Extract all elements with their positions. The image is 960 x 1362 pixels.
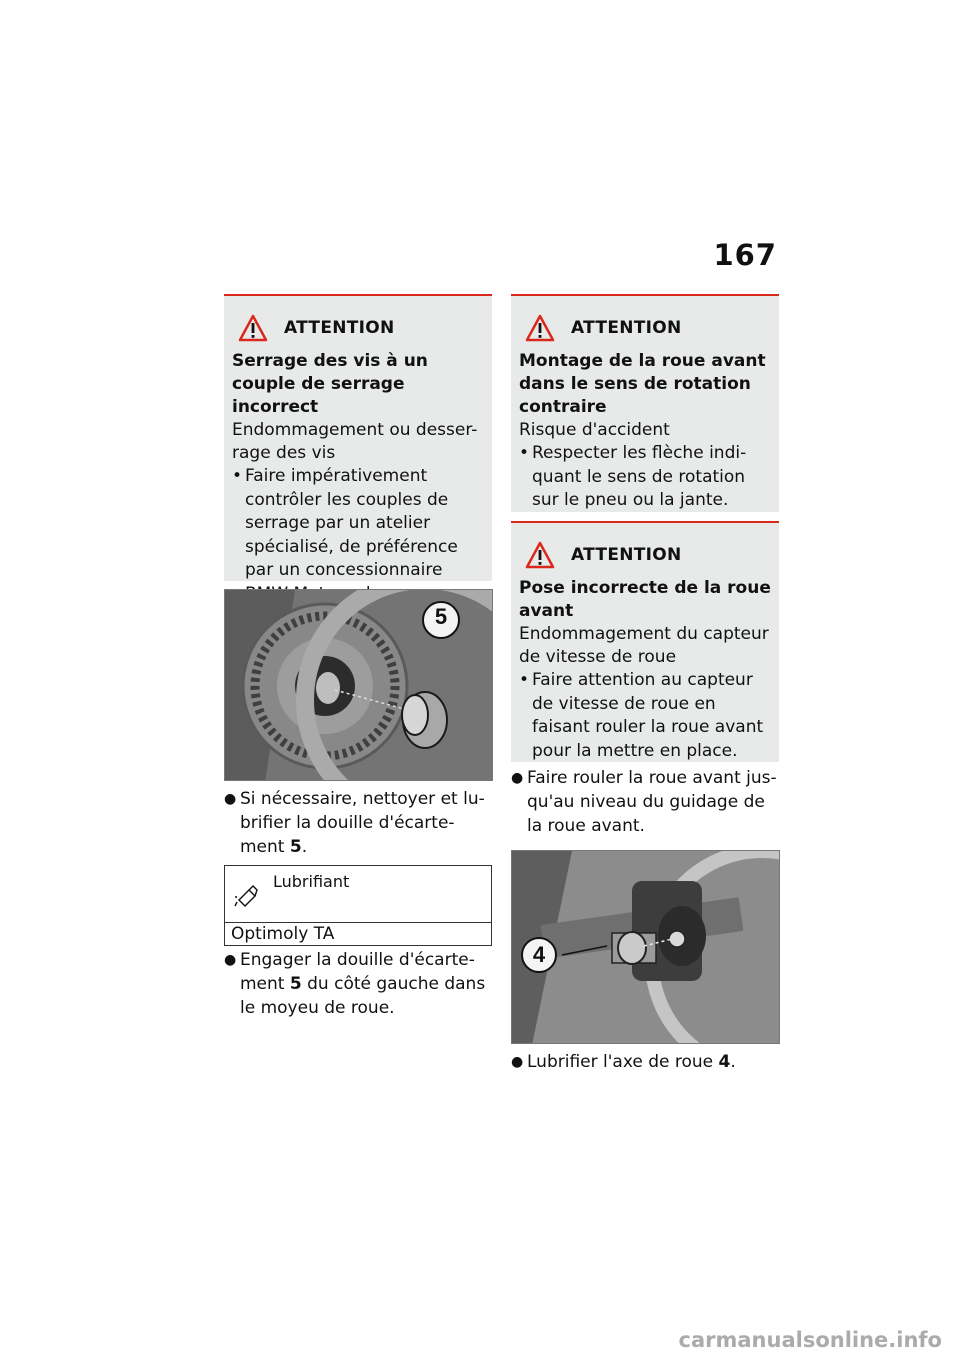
bullet-icon: ● <box>511 770 524 786</box>
bullet-icon: • <box>232 466 243 486</box>
warning-bullet-text: Respecter les flèche indi-quant le sens de rotation sur le pneu ou la jante. <box>532 443 747 510</box>
warning-box-rotation <box>511 294 779 512</box>
warning-text: Endommagement ou desser-rage des vis <box>232 420 478 463</box>
warning-title: Montage de la roue avant dans le sens de rotation contraire <box>519 351 766 417</box>
step-roll-wheel: ● Faire rouler la roue avant jus-qu'au niveau du guidage de la roue avant. <box>511 768 777 836</box>
photo-wheel-axle <box>511 850 780 1044</box>
warning-box-torque <box>224 294 492 581</box>
photo-spacer-sleeve <box>224 589 493 781</box>
left-column <box>224 294 492 1020</box>
warning-bullet-text: Faire attention au capteur de vitesse de roue en faisant rouler la roue avant pour la mettre en place. <box>532 670 764 761</box>
lubricant-label: Lubrifiant <box>273 872 350 891</box>
step-clean-lubricate: ● Si nécessaire, nettoyer et lu-brifier la douille d'écarte-ment 5. <box>224 789 485 857</box>
warning-box-speed-sensor <box>511 521 779 762</box>
right-column <box>511 294 779 1074</box>
bullet-icon: • <box>519 443 530 463</box>
bullet-icon: ● <box>511 1054 524 1070</box>
warning-title: Serrage des vis à un couple de serrage incorrect <box>232 351 428 417</box>
warning-triangle-icon <box>238 314 268 342</box>
lubricant-box <box>224 865 492 946</box>
fork-axle-illustration <box>512 851 780 1044</box>
lubricant-can-icon <box>233 880 261 908</box>
callout-4: 4 <box>532 942 546 967</box>
warning-triangle-icon <box>525 541 555 569</box>
warning-label: ATTENTION <box>284 318 395 338</box>
warning-bullet-text: Faire impérativement contrôler les couples de serrage par un atelier spécialisé, de préférence par un concessionnaire <box>245 466 458 580</box>
page-number: 167 <box>713 238 777 272</box>
bullet-icon: ● <box>224 791 237 807</box>
step-lubricate-axle: ● Lubrifier l'axe de roue 4. <box>511 1052 736 1072</box>
wheel-hub-illustration <box>225 590 493 781</box>
warning-title: Pose incorrecte de la roue avant <box>519 578 771 621</box>
lubricant-value: Optimoly TA <box>225 922 491 945</box>
warning-label: ATTENTION <box>571 318 682 338</box>
callout-5: 5 <box>434 604 448 629</box>
warning-triangle-icon <box>525 314 555 342</box>
step-insert-sleeve: ● Engager la douille d'écarte-ment 5 du côté gauche dans le moyeu de roue. <box>224 950 486 1018</box>
watermark: carmanualsonline.info <box>678 1328 942 1352</box>
bullet-icon: ● <box>224 952 237 968</box>
warning-text: Endommagement du capteur de vitesse de roue <box>519 624 769 667</box>
reference-number: 5 <box>289 974 302 994</box>
warning-label: ATTENTION <box>571 545 682 565</box>
warning-text: Risque d'accident <box>519 420 670 440</box>
bullet-icon: • <box>519 670 530 690</box>
reference-number: 4 <box>718 1052 731 1072</box>
reference-number: 5 <box>289 837 302 857</box>
